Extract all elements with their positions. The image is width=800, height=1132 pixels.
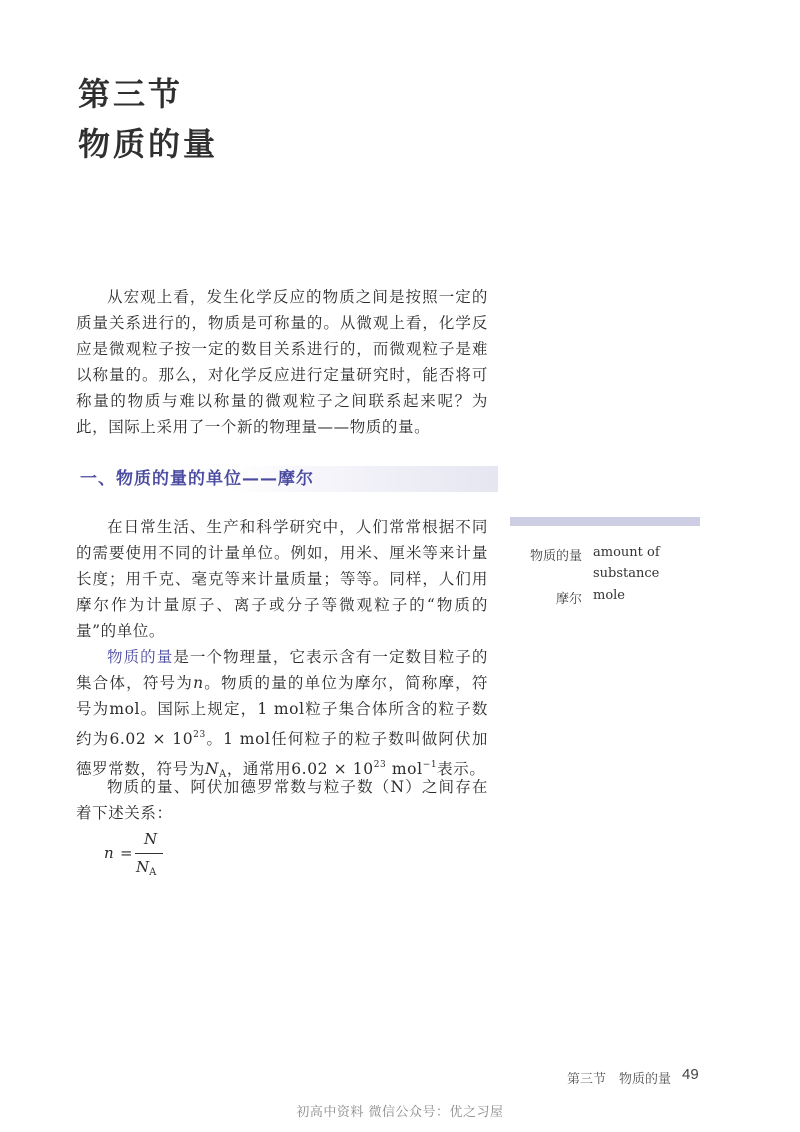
text-segment: 。1 mol任何粒子的粒子数叫做阿伏加德罗常数，符号为: [76, 730, 488, 778]
text-segment: 是一个物理量，它表示含有一定数目粒子的集合体，符号为: [76, 648, 488, 692]
exponent: 23: [373, 760, 387, 770]
chapter-number: 第三节: [78, 75, 184, 113]
formula-n-equals-N-over-NA: [104, 826, 184, 882]
glossary-term-zh: 物质的量: [529, 549, 582, 564]
symbol-n: n: [193, 674, 204, 692]
page-number: 49: [682, 1066, 699, 1083]
formula-numerator: N: [144, 830, 158, 848]
section-title: 一、物质的量的单位——摩尔: [80, 469, 314, 489]
exponent: −1: [422, 760, 438, 770]
fraction-bar: [135, 853, 163, 854]
running-footer-section: 第三节 物质的量: [567, 1072, 672, 1087]
chapter-title: 物质的量: [78, 125, 219, 163]
paragraph-definition: [76, 644, 488, 788]
denominator-symbol: N: [136, 858, 150, 876]
term-amount-of-substance: 物质的量: [107, 648, 174, 666]
text-segment: ，通常用6.02 × 10: [226, 760, 374, 778]
glossary-term-en: mole: [593, 588, 626, 603]
intro-paragraph: 从宏观上看，发生化学反应的物质之间是按照一定的质量关系进行的，物质是可称量的。从微观上看，化学反应是微观粒子按一定的数目关系进行的，而微观粒子是难以称量的。那么，对化学反应进行定量研究时，能否将可称量的物质与难以称量的微观粒子之间联系起来呢？为此，国际上采用了一个新的物理量——物质的量。: [76, 288, 488, 436]
exponent: 23: [193, 730, 206, 740]
glossary-term-zh: 摩尔: [555, 592, 582, 607]
text-segment: mol: [386, 760, 423, 778]
glossary-header-bar: [510, 517, 700, 526]
watermark-text: 初高中资料 微信公众号：优之习屋: [296, 1105, 504, 1120]
formula-equals: =: [120, 844, 133, 862]
formula-denominator: [136, 858, 156, 878]
text-segment: 。物质的量的单位为摩尔，简称摩，符号为mol。国际上规定，1 mol粒子集合体所含的粒子数约为6.02 × 10: [76, 674, 488, 748]
paragraph-units: 在日常生活、生产和科学研究中，人们常常根据不同的需要使用不同的计量单位。例如，用米、厘米等来计量长度；用千克、毫克等来计量质量；等等。同样，人们用摩尔作为计量原子、离子或分子等微观粒子的“物质的量”的单位。: [76, 518, 488, 640]
symbol-NA: N: [204, 760, 219, 778]
glossary-term-en: amount of substance: [593, 545, 660, 581]
text-segment: 表示。: [437, 760, 486, 778]
subscript-A: A: [218, 769, 227, 780]
formula-lhs: n: [104, 844, 114, 862]
paragraph-relation: 物质的量、阿伏加德罗常数与粒子数（N）之间存在着下述关系：: [76, 778, 488, 822]
denominator-subscript: A: [149, 867, 157, 878]
